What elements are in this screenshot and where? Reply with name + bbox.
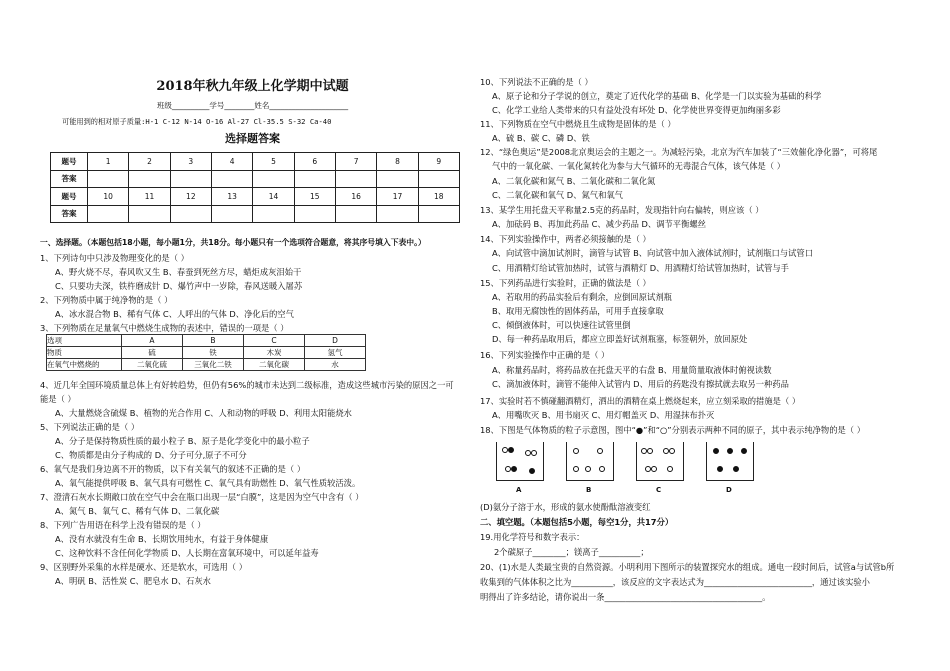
open-atom-icon [531,450,537,456]
open-atom-icon [599,466,605,472]
option-line: C、这种饮料不含任何化学物质 D、人长期在富氧环境中，可以延年益寿 [55,548,319,558]
particle-diagram-d [706,442,754,481]
ct-cell: 二氧化硫 [122,359,183,371]
q-num: 16 [335,188,376,206]
question-line: 12、“绿色奥运”是2008北京奥运会的主题之一。为减轻污染，北京为汽车加装了“三效催化净化器”，可将尾 [480,147,878,157]
filled-atom-icon [508,447,514,453]
option-line: C、二氧化碳和氧气 D、氮气和氧气 [492,190,623,200]
option-line: A、氧气能提供呼吸 B、氧气具有可燃性 C、氧气具有助燃性 D、氧气性质较活泼。 [55,478,361,488]
answer-cell[interactable] [335,205,376,223]
question-line: 10、下列说法不正确的是（ ） [480,77,593,87]
q-num: 12 [170,188,211,206]
q-num: 11 [129,188,170,206]
q-num: 10 [88,188,129,206]
question-line: 20、(1)水是人类最宝贵的自然资源。小明利用下图所示的装置探究水的组成。通电一段时间后，试管a与试管b所 [480,562,895,572]
option-line: A、称量药品时，将药品放在托盘天平的右盘 B、用量筒量取液体时俯视读数 [492,365,772,375]
q-num: 18 [418,188,459,206]
answer-cell[interactable] [170,170,211,188]
statement-line: (D)氨分子溶于水，形成的氨水使酚酞溶液变红 [480,502,651,512]
option-line: A、加砝码 B、再加此药品 C、减少药品 D、调节平衡螺丝 [492,219,706,229]
filled-atom-icon [741,448,747,454]
open-atom-icon [597,448,603,454]
row-label: 题号 [51,188,88,206]
answer-cell[interactable] [377,170,418,188]
exam-title: 2018年秋九年级上化学期中试题 [156,79,349,94]
ct-cell: 在氧气中燃烧的 [47,359,122,371]
ct-cell: C [244,335,305,347]
answer-cell[interactable] [335,170,376,188]
question-line: 16、下列实验操作中正确的是（ ） [480,350,610,360]
question-line: 6、氧气是我们身边离不开的物质，以下有关氧气的叙述不正确的是（ ） [40,464,306,474]
fill-blank-line[interactable]: 明得出了许多结论，请你说出一条______________________________________。 [480,592,771,602]
option-line: A、用嘴吹灭 B、用书扇灭 C、用灯帽盖灭 D、用湿抹布扑灭 [492,410,715,420]
option-line: B、取用无腐蚀性的固体药品，可用手直接拿取 [492,306,664,316]
option-line: C、物质都是由分子构成的 D、分子可分,原子不可分 [55,450,247,460]
ct-cell: 木炭 [244,347,305,359]
section-two-heading: 二、填空题。（本题包括5小题，每空1分，共17分） [480,517,674,527]
particle-diagram-a [496,442,544,481]
answer-cell[interactable] [294,170,335,188]
q-num: 8 [377,153,418,171]
option-line: A、分子是保持物质性质的最小粒子 B、原子是化学变化中的最小粒子 [55,436,310,446]
question-line: 15、下列药品进行实验时，正确的做法是（ ） [480,278,651,288]
combustion-table [46,334,366,371]
q-num: 13 [211,188,252,206]
answer-cell[interactable] [418,205,459,223]
option-line: A、硫 B、碳 C、磷 D、铁 [492,133,590,143]
section-one-heading: 一、选择题。（本题包括18小题，每小题1分，共18分。每小题只有一个选项符合题意，将其序号填入下表中。） [40,238,426,247]
option-line: A、原子论和分子学说的创立，奠定了近代化学的基础 B、化学是一门以实验为基础的科学 [492,91,822,101]
option-line: C、倾倒液体时，可以快速往试管里倒 [492,320,631,330]
answer-cell[interactable] [253,205,294,223]
q-num: 14 [253,188,294,206]
q-num: 15 [294,188,335,206]
ct-cell: 物质 [47,347,122,359]
open-atom-icon [573,466,579,472]
q-num: 3 [170,153,211,171]
ct-cell: 三氧化二铁 [183,359,244,371]
option-line: C、化学工业给人类带来的只有益处没有坏处 D、化学使世界变得更加绚丽多彩 [492,105,781,115]
option-line: A、氮气 B、氧气 C、稀有气体 D、二氧化碳 [55,506,220,516]
question-line: 3、下列物质在足量氧气中燃烧生成物的表述中，错误的一项是（ ） [40,323,289,333]
q-num: 4 [211,153,252,171]
option-line: C、滴加液体时，滴管不能伸入试管内 D、用后的药匙没有擦拭就去取另一种药品 [492,379,789,389]
option-line: A、明矾 B、活性炭 C、肥皂水 D、石灰水 [55,576,211,586]
row-label: 答案 [51,205,88,223]
ct-cell: D [305,335,366,347]
answer-cell[interactable] [88,170,129,188]
ct-cell: 水 [305,359,366,371]
particle-diagram-b [566,442,614,481]
open-atom-icon [647,448,653,454]
answer-cell[interactable] [129,170,170,188]
diagram-label: A [516,486,522,494]
question-line: 9、区别野外采集的水样是硬水、还是软水，可选用（ ） [40,562,248,572]
ct-cell: 二氧化碳 [244,359,305,371]
question-line: 13、某学生用托盘天平称量2.5克的药品时，发现指针向右偏转，则应该（ ） [480,205,764,215]
question-line: 4、近几年全国环境质量总体上有好转趋势，但仍有56%的城市未达到二级标准，造成这些城市污染的原因之一可 [40,380,454,390]
option-line: C、只要功夫深，铁杵磨成针 D、爆竹声中一岁除，春风送暖入屠苏 [55,281,303,291]
filled-atom-icon [713,448,719,454]
row-label: 题号 [51,153,88,171]
answer-cell[interactable] [418,170,459,188]
question-line: 18、下图是气体物质的粒子示意图，图中“●”和“○”分别表示两种不同的原子，其中表示纯净物的是（ ） [480,425,866,435]
answer-cell[interactable] [211,170,252,188]
option-line: A、大量燃烧含硫煤 B、植物的光合作用 C、人和动物的呼吸 D、利用太阳能烧水 [55,408,352,418]
question-line: 1、下列诗句中只涉及物理变化的是（ ） [40,253,189,263]
question-line: 11、下列物质在空气中燃烧且生成物是固体的是（ ） [480,119,676,129]
filled-atom-icon [511,466,517,472]
filled-atom-icon [717,466,723,472]
diagram-label: D [726,486,732,494]
ct-cell: 氢气 [305,347,366,359]
q-num: 17 [377,188,418,206]
q-num: 9 [418,153,459,171]
q-num: 2 [129,153,170,171]
option-line: A、没有水就没有生命 B、长期饮用纯水，有益于身体健康 [55,534,269,544]
question-line: 7、澄清石灰水长期敞口放在空气中会在瓶口出现一层“白膜”，这是因为空气中含有（ ） [40,492,364,502]
option-line: C、用酒精灯给试管加热时，试管与酒精灯 D、用酒精灯给试管加热时，试管与手 [492,263,789,273]
open-atom-icon [573,448,579,454]
question-line: 5、下列说法正确的是（ ） [40,422,140,432]
option-line: A、野火烧不尽，春风吹又生 B、春蚕到死丝方尽，蜡炬成灰泪始干 [55,267,302,277]
question-line: 2、下列物质中属于纯净物的是（ ） [40,295,173,305]
q-num: 6 [294,153,335,171]
ct-cell: B [183,335,244,347]
answer-cell[interactable] [377,205,418,223]
filled-atom-icon [733,466,739,472]
answer-heading: 选择题答案 [225,132,280,145]
open-atom-icon [585,466,591,472]
row-label: 答案 [51,170,88,188]
option-line: A、二氧化碳和氮气 B、二氧化碳和二氧化氮 [492,176,656,186]
question-line: 气中的一氧化碳、一氧化氮转化为参与大气循环的无毒混合气体，该气体是（ ） [492,161,786,171]
q-num: 1 [88,153,129,171]
question-line: 19.用化学符号和数字表示： [480,532,585,542]
ct-cell: 铁 [183,347,244,359]
question-line: 能是（ ） [40,394,76,404]
ct-cell: 选项 [47,335,122,347]
diagram-label: B [586,486,592,494]
diagram-label: C [656,486,662,494]
option-line: A、冰水混合物 B、稀有气体 C、人呼出的气体 D、净化后的空气 [55,309,294,319]
answer-cell[interactable] [129,205,170,223]
fill-blank-line[interactable]: 收集到的气体体积之比为__________，该反应的文字表达式为__________________________，通过该实验小 [480,577,870,587]
open-atom-icon [667,466,673,472]
answer-cell[interactable] [88,205,129,223]
q-num: 5 [253,153,294,171]
option-line: D、每一种药品取用后，都应立即盖好试剂瓶塞，标签朝外，放回原处 [492,334,748,344]
ct-cell: A [122,335,183,347]
fill-blank-line[interactable]: 2个碳原子________；镁离子__________； [494,547,649,557]
question-line: 17、实验时若不慎碰翻酒精灯，洒出的酒精在桌上燃烧起来，应立刻采取的措施是（ ） [480,396,801,406]
ct-cell: 硫 [122,347,183,359]
answer-cell[interactable] [253,170,294,188]
option-line: A、若取用的药品实验后有剩余，应倒回原试剂瓶 [492,292,672,302]
q-num: 7 [335,153,376,171]
atomic-masses: 可能用到的相对原子质量:H-1 C-12 N-14 O-16 Al-27 Cl-35.5 S-32 Ca-40 [62,117,332,126]
open-atom-icon [669,448,675,454]
filled-atom-icon [529,468,535,474]
student-info: 班级__________学号________姓名_____________________ [156,101,349,110]
question-line: 8、下列广告用语在科学上没有错误的是（ ） [40,520,206,530]
answer-cell[interactable] [211,205,252,223]
filled-atom-icon [727,448,733,454]
particle-diagram-c [636,442,684,481]
answer-cell[interactable] [170,205,211,223]
open-atom-icon [651,466,657,472]
answer-cell[interactable] [294,205,335,223]
answer-table [50,152,460,223]
option-line: A、向试管中滴加试剂时，滴管与试管 B、向试管中加入液体试剂时，试剂瓶口与试管口 [492,248,813,258]
question-line: 14、下列实验操作中，两者必须接触的是（ ） [480,234,651,244]
